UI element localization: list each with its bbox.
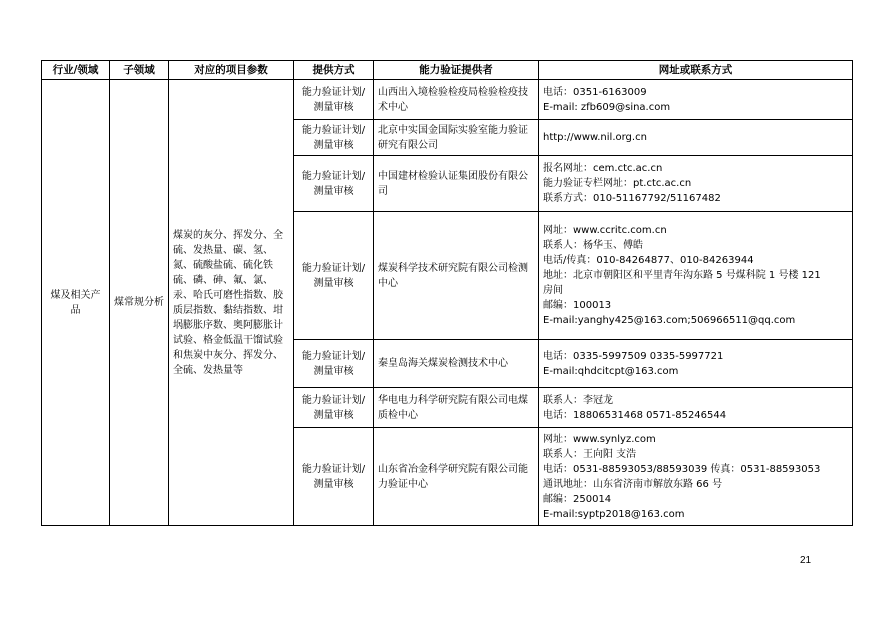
contact-line: 联系人：杨华玉、傅皓 bbox=[543, 240, 643, 251]
contact-line: 邮编：250014 bbox=[543, 493, 612, 505]
table-row bbox=[42, 80, 853, 120]
contact-line: 联系方式：010-51167792/51167482 bbox=[543, 193, 721, 204]
provider-cell: 煤炭科学技术研究院有限公司检测中心 bbox=[374, 212, 539, 340]
contact-line: 通讯地址：山东省济南市解放东路 66 号 bbox=[543, 478, 723, 490]
contact-line: 联系人：王向阳 支浩 bbox=[543, 448, 637, 460]
header-contact: 网址或联系方式 bbox=[539, 61, 853, 80]
contact-cell bbox=[539, 428, 853, 526]
contact-cell bbox=[539, 340, 853, 388]
provider-cell: 中国建材检验认证集团股份有限公司 bbox=[374, 156, 539, 212]
contact-line: 网址：www.ccritc.com.cn bbox=[543, 225, 667, 236]
provider-cell: 华电电力科学研究院有限公司电煤质检中心 bbox=[374, 388, 539, 428]
contact-cell bbox=[539, 212, 853, 340]
provider-cell: 秦皇岛海关煤炭检测技术中心 bbox=[374, 340, 539, 388]
contact-line: 网址：www.synlyz.com bbox=[543, 433, 656, 445]
header-industry: 行业/领域 bbox=[42, 61, 110, 80]
contact-line: 联系人：李冠龙 bbox=[543, 394, 613, 406]
provider-cell: 山东省冶金科学研究院有限公司能力验证中心 bbox=[374, 428, 539, 526]
contact-line: 能力验证专栏网址：pt.ctc.ac.cn bbox=[543, 178, 692, 189]
contact-line: 报名网址：cem.ctc.ac.cn bbox=[543, 163, 663, 174]
page-number: 21 bbox=[800, 555, 812, 566]
contact-cell bbox=[539, 156, 853, 212]
contact-line: E-mail: zfb609@sina.com bbox=[543, 101, 671, 113]
contact-line: 电话：0531-88593053/88593039 传真：0531-88593053 bbox=[543, 463, 821, 475]
method-cell: 能力验证计划/测量审核 bbox=[294, 80, 374, 120]
method-cell: 能力验证计划/测量审核 bbox=[294, 212, 374, 340]
header-subfield: 子领域 bbox=[110, 61, 169, 80]
provider-cell: 北京中实国金国际实验室能力验证研究有限公司 bbox=[374, 120, 539, 156]
contact-line: http://www.nil.org.cn bbox=[543, 132, 647, 143]
params-cell: 煤炭的灰分、挥发分、全硫、发热量、碳、氢、氮、硫酸盐硫、硫化铁硫、磷、砷、氟、氯、汞、哈氏可磨性指数、胶质层指数、黏结指数、坩埚膨胀序数、奥阿膨胀计试验、格金低温干馏试验和焦炭中灰分、挥发分、全硫、发热量等 bbox=[169, 80, 294, 526]
method-cell: 能力验证计划/测量审核 bbox=[294, 120, 374, 156]
contact-line: 房间 bbox=[543, 285, 563, 296]
header-params: 对应的项目参数 bbox=[169, 61, 294, 80]
contact-cell bbox=[539, 80, 853, 120]
contact-cell bbox=[539, 388, 853, 428]
contact-line: 电话：0351-6163009 bbox=[543, 86, 647, 98]
provider-cell: 山西出入境检验检疫局检验检疫技术中心 bbox=[374, 80, 539, 120]
header-method: 提供方式 bbox=[294, 61, 374, 80]
contact-line: 电话/传真：010-84264877、010-84263944 bbox=[543, 255, 754, 266]
method-cell: 能力验证计划/测量审核 bbox=[294, 340, 374, 388]
contact-line: 电话：0335-5997509 0335-5997721 bbox=[543, 350, 724, 362]
header-provider: 能力验证提供者 bbox=[374, 61, 539, 80]
industry-cell: 煤及相关产品 bbox=[42, 80, 110, 526]
subfield-cell: 煤常规分析 bbox=[110, 80, 169, 526]
method-cell: 能力验证计划/测量审核 bbox=[294, 428, 374, 526]
method-cell: 能力验证计划/测量审核 bbox=[294, 388, 374, 428]
contact-line: 地址：北京市朝阳区和平里青年沟东路 5 号煤科院 1 号楼 121 bbox=[543, 270, 821, 281]
proficiency-testing-table bbox=[41, 60, 853, 526]
header-row bbox=[42, 61, 853, 80]
method-cell: 能力验证计划/测量审核 bbox=[294, 156, 374, 212]
contact-line: 邮编：100013 bbox=[543, 300, 612, 311]
contact-cell bbox=[539, 120, 853, 156]
contact-line: E-mail:qhdcitcpt@163.com bbox=[543, 365, 679, 377]
contact-line: E-mail:yanghy425@163.com;506966511@qq.com bbox=[543, 315, 796, 326]
contact-line: E-mail:syptp2018@163.com bbox=[543, 508, 685, 520]
contact-line: 电话：18806531468 0571-85246544 bbox=[543, 409, 727, 421]
